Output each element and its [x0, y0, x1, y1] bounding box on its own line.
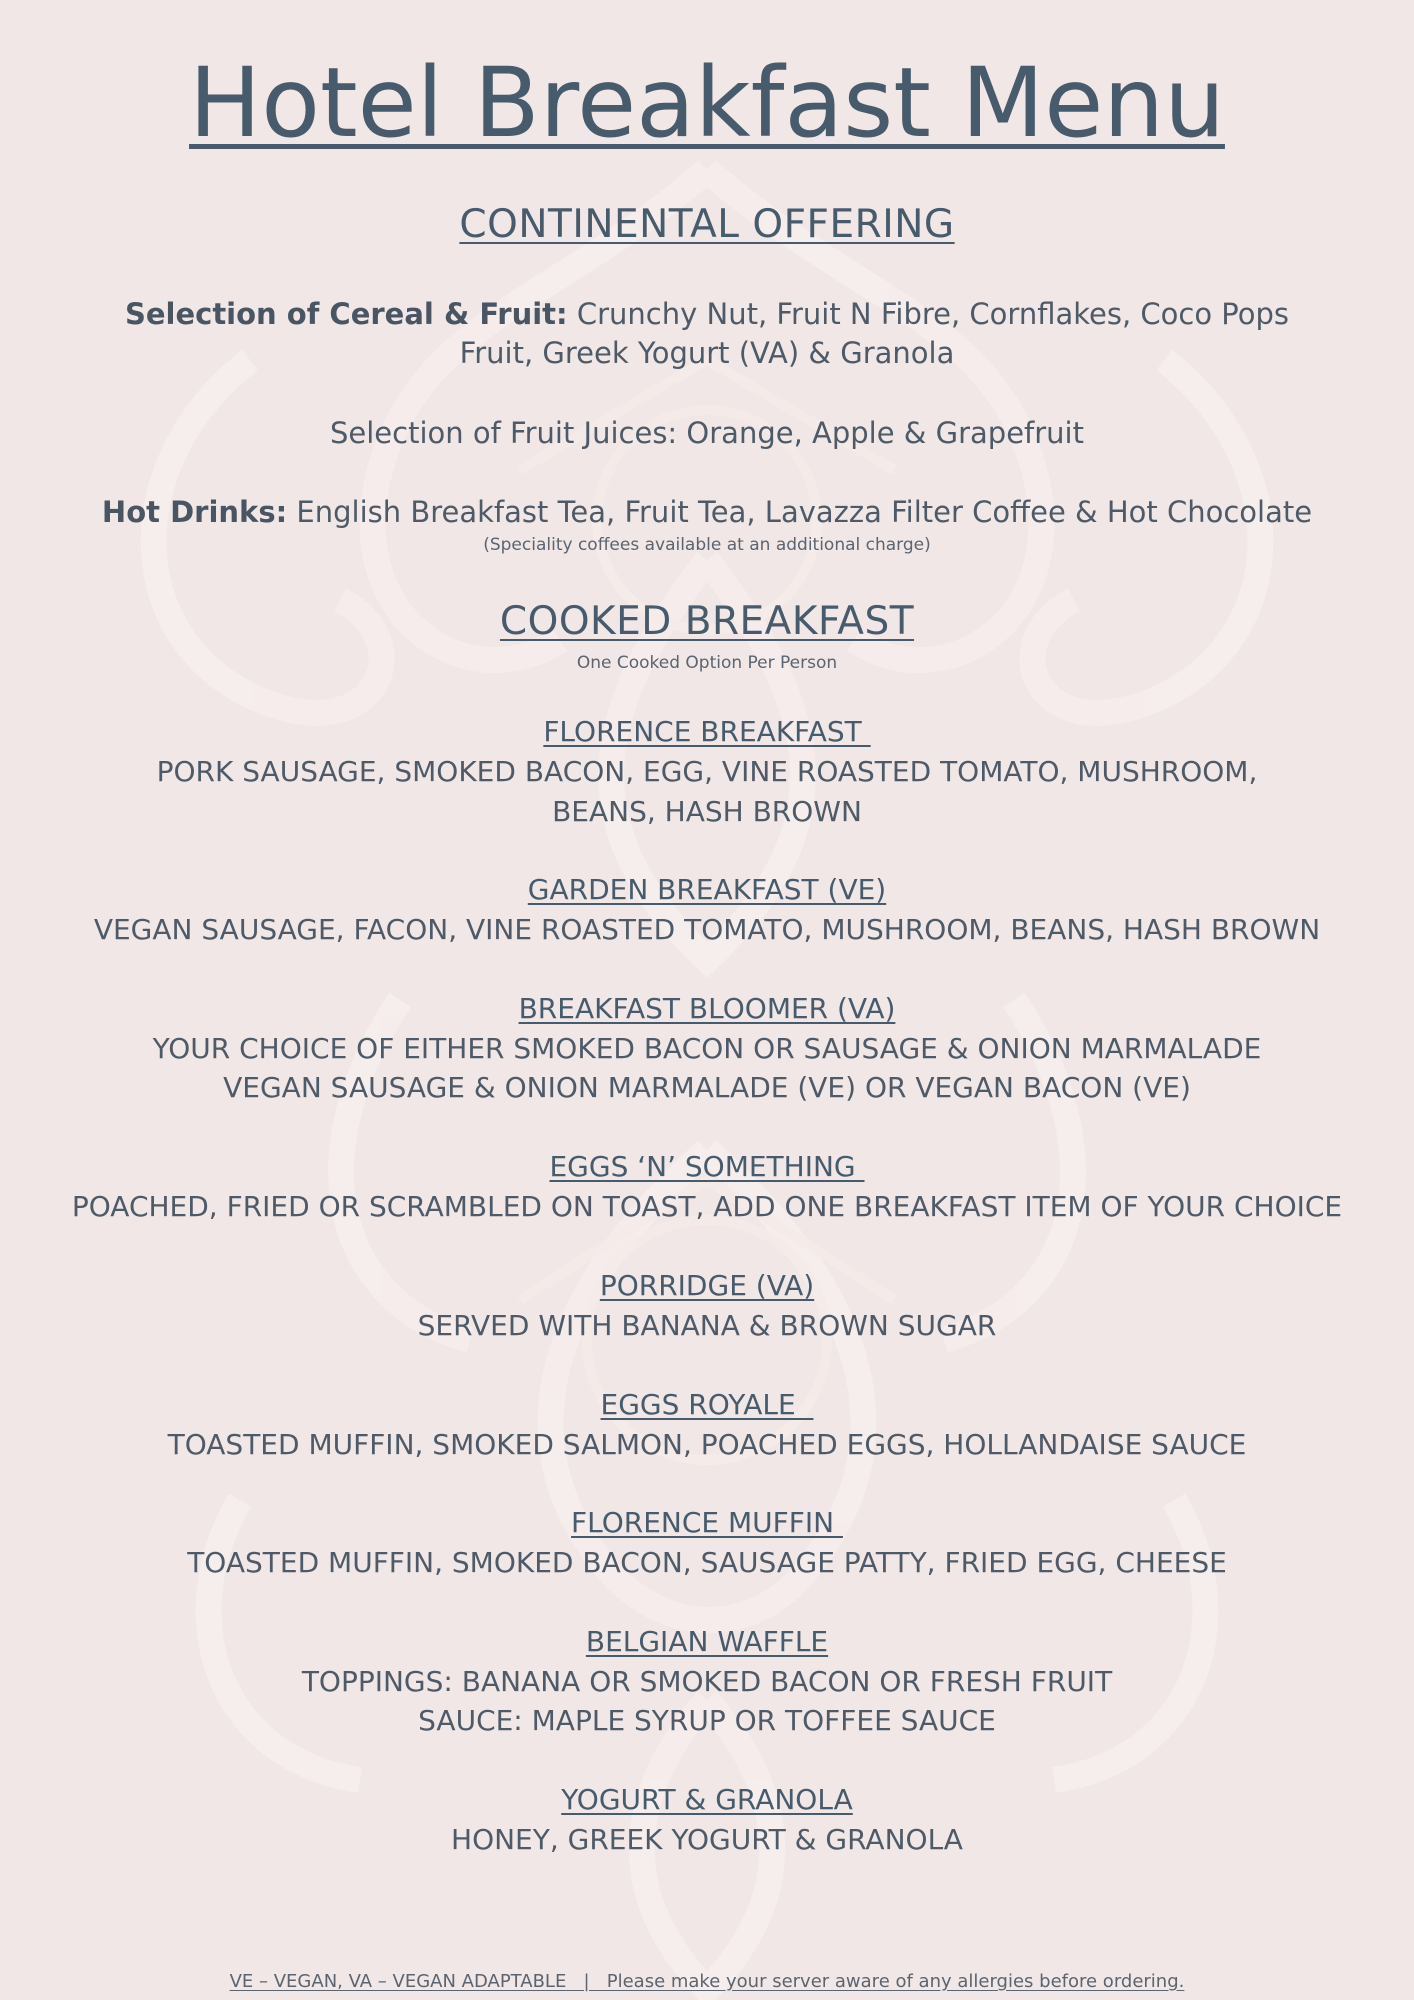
cooked-heading: COOKED BREAKFAST: [499, 599, 915, 644]
item-desc: HONEY, GREEK YOGURT & GRANOLA: [451, 1823, 963, 1856]
continental-heading: CONTINENTAL OFFERING: [459, 202, 955, 247]
page-title: [0, 48, 1414, 158]
item-title-belgian-waffle: BELGIAN WAFFLE: [585, 1625, 829, 1658]
item-title-breakfast-bloomer: BREAKFAST BLOOMER (VA): [518, 992, 896, 1025]
item-desc: PORK SAUSAGE, SMOKED BACON, EGG, VINE ROASTED TOMATO, MUSHROOM,: [156, 755, 1258, 788]
item-title-florence-breakfast: FLORENCE BREAKFAST: [543, 715, 871, 748]
item-title-yogurt-granola: YOGURT & GRANOLA: [561, 1783, 853, 1816]
item-title-eggs-n-something: EGGS ‘N’ SOMETHING: [549, 1150, 865, 1183]
cereal-text: Crunchy Nut, Fruit N Fibre, Cornflakes, Coco Pops: [567, 297, 1290, 331]
item-desc: VEGAN SAUSAGE, FACON, VINE ROASTED TOMATO, MUSHROOM, BEANS, HASH BROWN: [93, 913, 1321, 946]
juices-line: Selection of Fruit Juices: Orange, Apple & Grapefruit: [330, 416, 1084, 450]
item-title-florence-muffin: FLORENCE MUFFIN: [571, 1506, 843, 1539]
item-title-garden-breakfast: GARDEN BREAKFAST (VE): [527, 873, 887, 906]
hot-drinks-label: Hot Drinks:: [101, 495, 288, 529]
cooked-subheading: One Cooked Option Per Person: [576, 653, 838, 673]
hot-drinks-note: (Speciality coffees available at an additional charge): [483, 535, 931, 555]
item-title-porridge: PORRIDGE (VA): [599, 1269, 815, 1302]
item-desc: TOASTED MUFFIN, SMOKED SALMON, POACHED EGGS, HOLLANDAISE SAUCE: [167, 1428, 1247, 1461]
allergy-footer: VE – VEGAN, VA – VEGAN ADAPTABLE | Please make your server aware of any allergies before ordering.: [229, 1971, 1185, 1992]
cereal-line-2: Fruit, Greek Yogurt (VA) & Granola: [459, 336, 955, 370]
item-desc: BEANS, HASH BROWN: [552, 795, 862, 828]
hot-drinks-text: English Breakfast Tea, Fruit Tea, Lavazza Filter Coffee & Hot Chocolate: [287, 495, 1313, 529]
item-title-eggs-royale: EGGS ROYALE: [600, 1388, 814, 1421]
item-desc: TOASTED MUFFIN, SMOKED BACON, SAUSAGE PATTY, FRIED EGG, CHEESE: [187, 1546, 1227, 1579]
item-desc: TOPPINGS: BANANA OR SMOKED BACON OR FRESH FRUIT: [301, 1665, 1113, 1698]
cereal-line: [0, 294, 1414, 334]
item-desc: POACHED, FRIED OR SCRAMBLED ON TOAST, ADD ONE BREAKFAST ITEM OF YOUR CHOICE: [71, 1190, 1343, 1223]
item-desc: SAUCE: MAPLE SYRUP OR TOFFEE SAUCE: [418, 1704, 996, 1737]
item-desc: VEGAN SAUSAGE & ONION MARMALADE (VE) OR VEGAN BACON (VE): [223, 1071, 1191, 1104]
item-desc: SERVED WITH BANANA & BROWN SUGAR: [417, 1309, 997, 1342]
item-desc: YOUR CHOICE OF EITHER SMOKED BACON OR SAUSAGE & ONION MARMALADE: [152, 1032, 1262, 1065]
page-title-text: Hotel Breakfast Menu: [189, 47, 1225, 159]
hot-drinks-line: [0, 492, 1414, 532]
cereal-label: Selection of Cereal & Fruit:: [124, 297, 568, 331]
